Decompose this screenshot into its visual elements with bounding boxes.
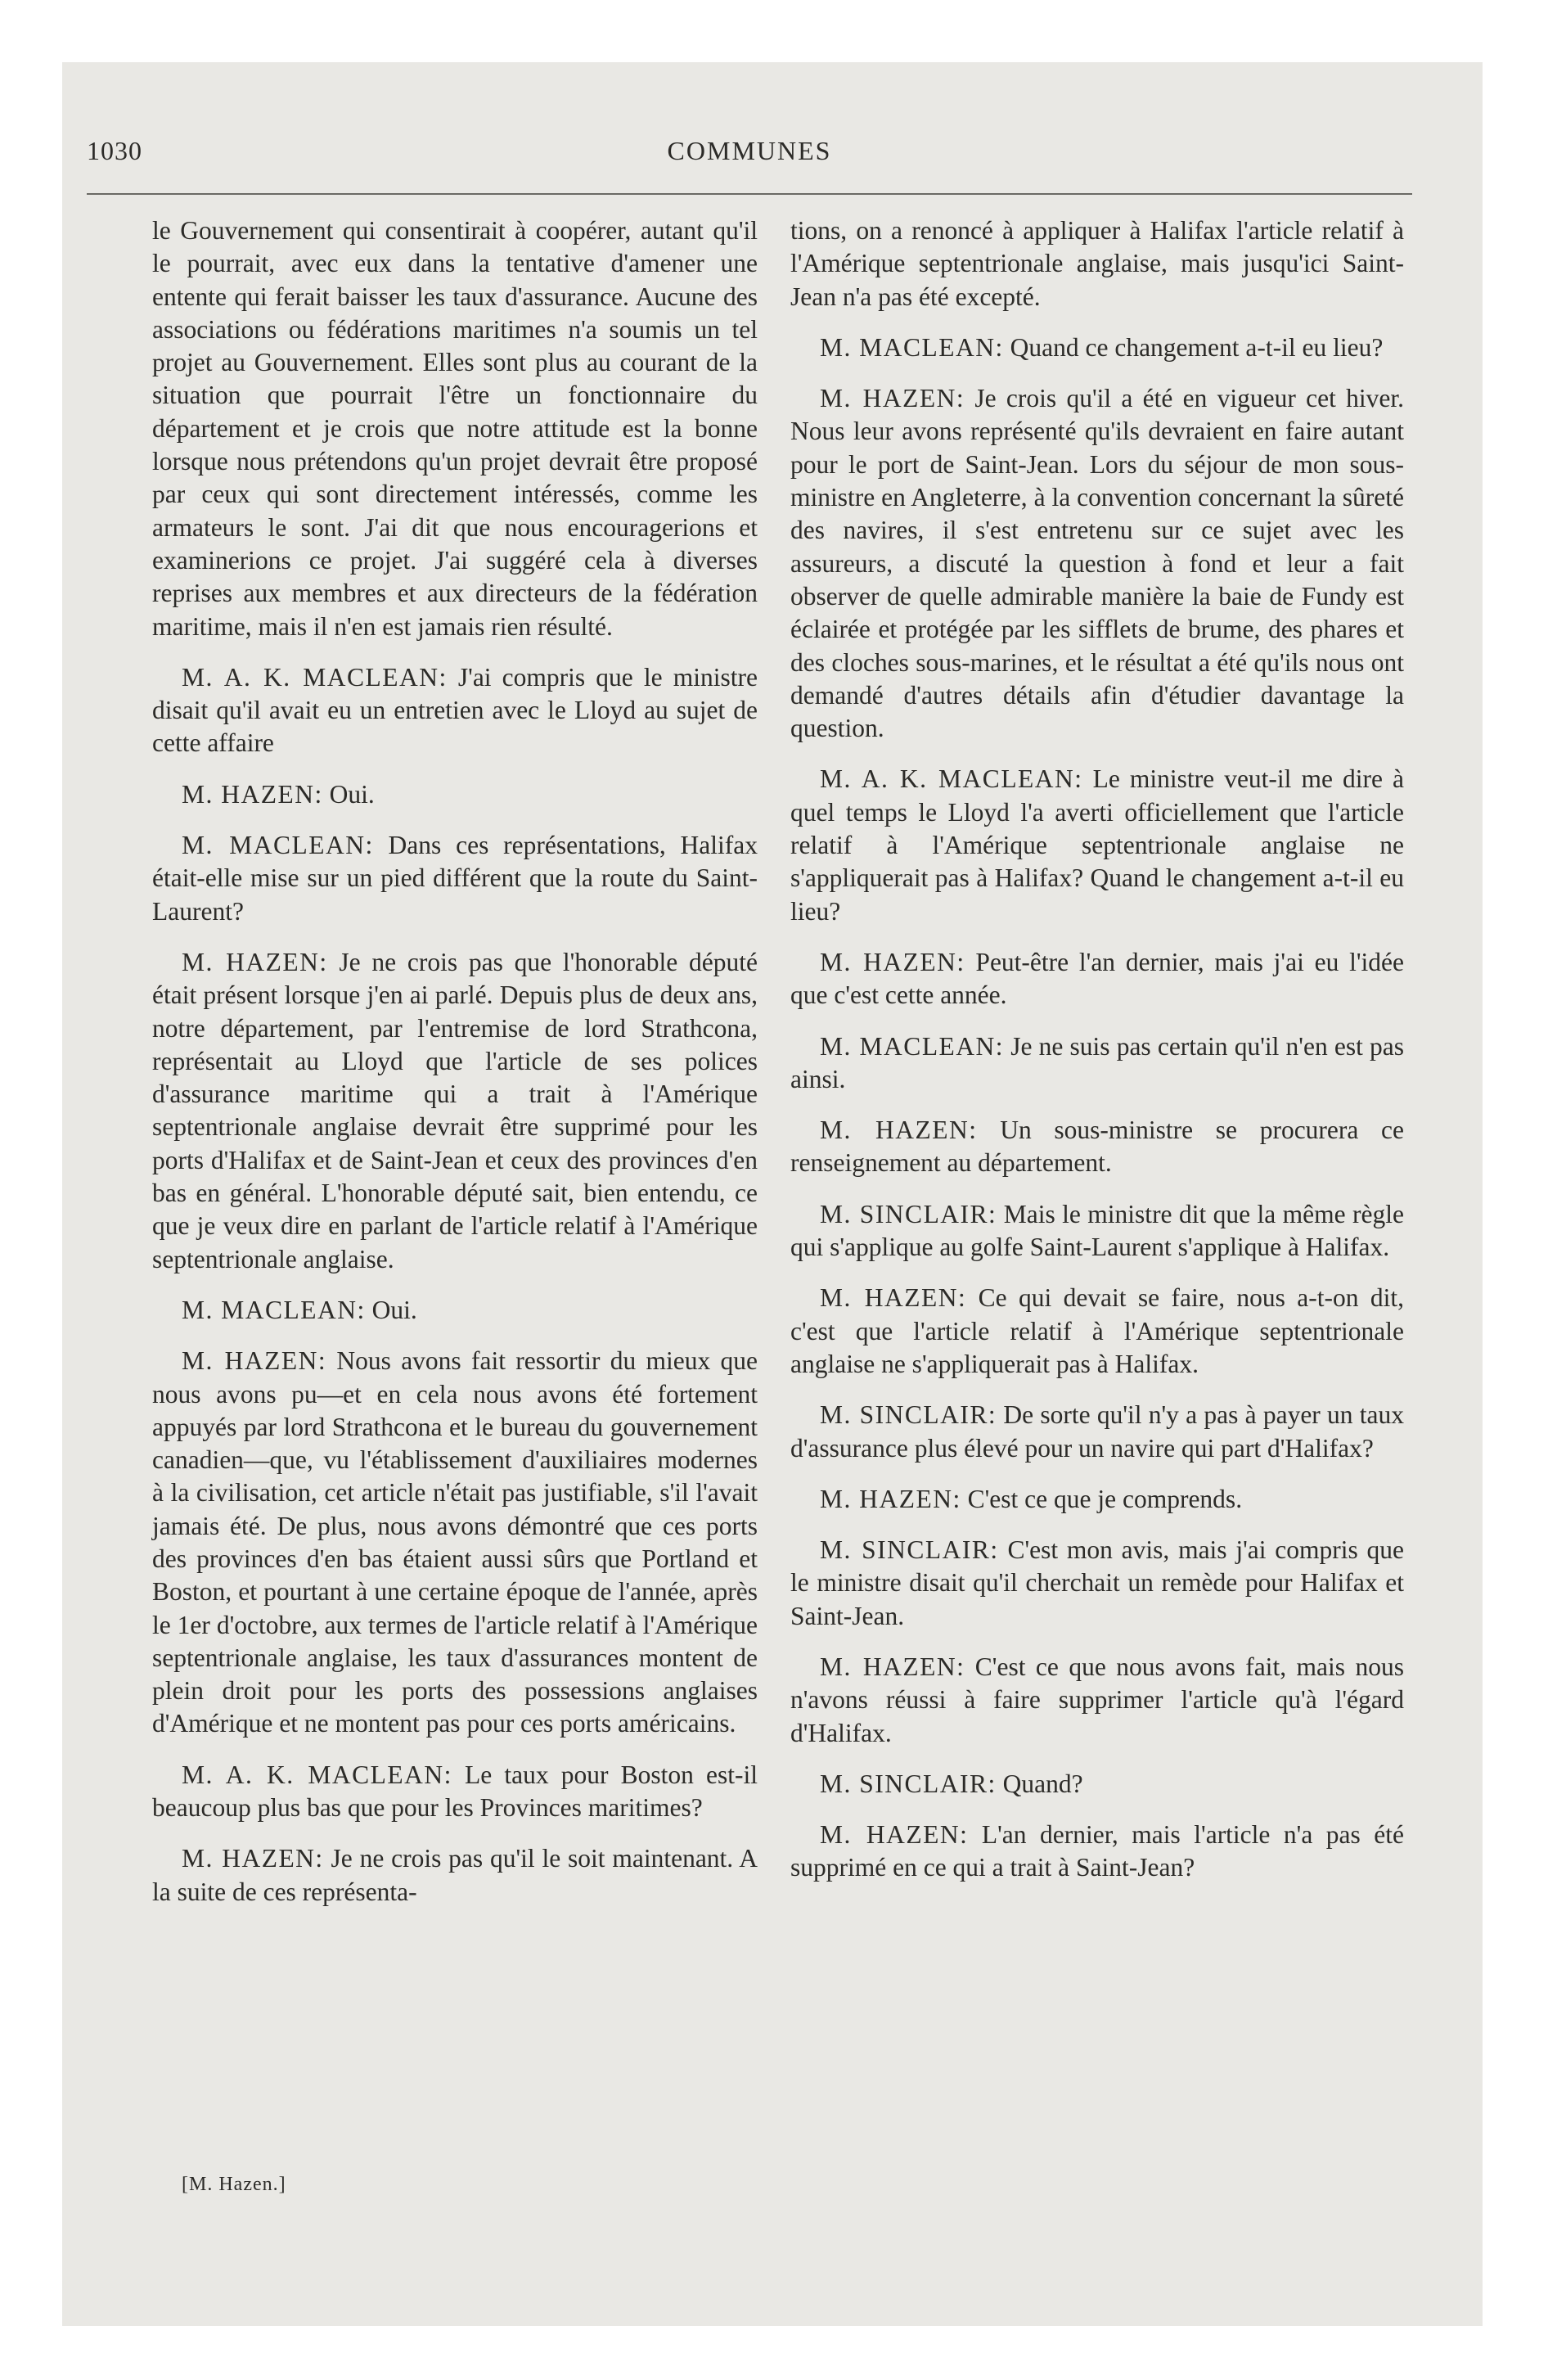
paragraph-text: Le taux pour Boston est-il beaucoup plus bas que pour les Provinces maritimes? xyxy=(152,1760,758,1823)
speech-paragraph xyxy=(790,1114,1404,1180)
paragraph-text: Je ne crois pas qu'il le soit maintenant. A la suite de ces représenta- xyxy=(152,1844,758,1906)
running-head: COMMUNES xyxy=(667,136,832,165)
paragraph-text: Le ministre veut-il me dire à quel temps le Lloyd l'a averti officiellement que l'article relatif à l'Amérique septentrionale anglaise ne s'appliquerait pas à Halifax? Quand le changement a-t-il eu lieu? xyxy=(790,764,1405,926)
speaker-name: M. HAZEN: xyxy=(820,1283,967,1313)
speaker-name: M. HAZEN: xyxy=(820,1484,961,1513)
speech-paragraph xyxy=(790,1819,1404,1885)
speaker-name: M. HAZEN: xyxy=(820,1652,965,1681)
speech-paragraph xyxy=(152,946,758,1276)
paragraph-text: J'ai compris que le ministre disait qu'il avait eu un entretien avec le Lloyd au sujet de cette affaire xyxy=(152,662,758,758)
paragraph-text: Je ne crois pas que l'honorable député était présent lorsque j'en ai parlé. Depuis plus de deux ans, notre département, par l'entremise de lord Strathcona, représentait au Lloyd que l'article de ses polices d'assurance maritime qui a trait à l'Amérique septentrionale anglaise devrait être supprimé pour les ports d'Halifax et de Saint-Jean et ceux des provinces d'en bas en général. L'honorable député sait, bien entendu, ce que je veux dire en parlant de l'article relatif à l'Amérique septentrionale anglaise. xyxy=(152,947,758,1273)
speaker-name: M. HAZEN: xyxy=(820,947,965,976)
speaker-name: M. A. K. MACLEAN: xyxy=(182,662,448,692)
speech-paragraph xyxy=(152,1842,758,1909)
speaker-name: M. HAZEN: xyxy=(820,1820,969,1850)
speech-paragraph xyxy=(790,1483,1404,1516)
footer-speaker-tag: [M. Hazen.] xyxy=(182,2174,286,2195)
speech-paragraph xyxy=(152,778,758,811)
speech-paragraph xyxy=(790,331,1404,364)
paragraph-text: Quand ce changement a-t-il eu lieu? xyxy=(1010,332,1384,362)
speaker-name: M. HAZEN: xyxy=(820,1116,978,1145)
paragraph-text: L'an dernier, mais l'article n'a pas été supprimé en ce qui a trait à Saint-Jean? xyxy=(790,1820,1404,1882)
paragraph-text: Je ne suis pas certain qu'il n'en est pas ainsi. xyxy=(790,1031,1405,1093)
paragraph-text: Nous avons fait ressortir du mieux que nous avons pu—et en cela nous avons été fortement appuyés par lord Strathcona et le bureau du gouvernement canadien—que, vu l'établissement d'auxiliaires modernes à la civilisation, cet article n'était pas justifiable, s'il l'avait jamais été. De plus, nous avons démontré que ces ports des provinces d'en bas étaient aussi sûrs que Portland et Boston, et pourtant à une certaine époque de l'année, après le 1er d'octobre, aux termes de l'article relatif à l'Amérique septentrionale anglaise, les taux d'assurances montent de plein droit pour les ports des possessions anglaises d'Amérique et ne montent pas pour ces ports américains. xyxy=(152,1346,758,1738)
speaker-name: M. SINCLAIR: xyxy=(820,1769,997,1798)
paragraph-text: Je crois qu'il a été en vigueur cet hiver. Nous leur avons représenté qu'ils devraient en faire autant pour le port de Saint-Jean. Lors du séjour de mon sous-ministre en Angleterre, à la convention concernant la sûreté des navires, il s'est entretenu sur ce sujet avec les assureurs, a discuté la question à fond et leur a fait observer de quelle admirable manière la baie de Fundy est éclairée et protégée par les sifflets de brume, des phares et des cloches sous-marines, et le résultat a été qu'ils nous ont demandé d'autres détails afin d'étudier davantage la question. xyxy=(790,384,1404,743)
speaker-name: M. HAZEN: xyxy=(182,779,323,809)
header-rule xyxy=(87,193,1412,195)
speech-paragraph xyxy=(152,829,758,928)
speaker-name: M. MACLEAN: xyxy=(820,1031,1005,1061)
speaker-name: M. HAZEN: xyxy=(182,947,328,976)
speech-paragraph xyxy=(790,1534,1404,1633)
paragraph-text: C'est mon avis, mais j'ai compris que le ministre disait qu'il cherchait un remède pour Halifax et Saint-Jean. xyxy=(790,1535,1404,1630)
paragraph-text: Oui. xyxy=(329,779,375,809)
speech-paragraph xyxy=(790,1768,1404,1801)
paragraph-text: Peut-être l'an dernier, mais j'ai eu l'idée que c'est cette année. xyxy=(790,947,1404,1010)
continuation-paragraph xyxy=(790,214,1404,313)
speaker-name: M. MACLEAN: xyxy=(820,332,1004,362)
speech-paragraph xyxy=(790,1399,1404,1465)
speech-paragraph xyxy=(152,661,758,760)
speech-paragraph xyxy=(152,1759,758,1825)
paragraph-text: Un sous-ministre se procurera ce renseignement au département. xyxy=(790,1116,1405,1178)
speaker-name: M. HAZEN: xyxy=(182,1346,327,1376)
speaker-name: M. SINCLAIR: xyxy=(820,1535,999,1565)
speech-paragraph xyxy=(790,382,1404,745)
speaker-name: M. A. K. MACLEAN: xyxy=(820,764,1083,794)
speech-paragraph xyxy=(152,1345,758,1741)
speaker-name: M. HAZEN: xyxy=(820,384,965,413)
speech-paragraph xyxy=(790,763,1404,927)
speaker-name: M. SINCLAIR: xyxy=(820,1400,997,1430)
page-number: 1030 xyxy=(87,136,142,165)
paragraph-text: Oui. xyxy=(371,1295,417,1324)
speech-paragraph xyxy=(790,1282,1404,1381)
speech-paragraph xyxy=(790,1651,1404,1750)
speaker-name: M. MACLEAN: xyxy=(182,1295,366,1324)
speech-paragraph xyxy=(152,1294,758,1327)
paragraph-text: C'est ce que nous avons fait, mais nous n'avons réussi à faire supprimer l'article qu'à l'égard d'Halifax. xyxy=(790,1652,1404,1747)
paragraph-text: le Gouvernement qui consentirait à coopérer, autant qu'il le pourrait, avec eux dans la tentative d'amener une entente qui ferait baisser les taux d'assurance. Aucune des associations ou fédérations maritimes n'a soumis un tel projet au Gouvernement. Elles sont plus au courant de la situation que pourrait l'être un fonctionnaire du département et je crois que notre attitude est la bonne lorsque nous prétendons qu'un projet devrait être proposé par ceux qui sont directement intéressés, comme les armateurs le sont. J'ai dit que nous encouragerions et examinerions ce projet. J'ai suggéré cela à diverses reprises aux membres et aux directeurs de la fédération maritime, mais il n'en est jamais rien résulté. xyxy=(152,216,758,641)
speech-paragraph xyxy=(790,1198,1404,1264)
speaker-name: M. HAZEN: xyxy=(182,1844,324,1873)
right-column xyxy=(790,214,1404,1903)
speaker-name: M. MACLEAN: xyxy=(182,831,374,860)
left-column xyxy=(152,214,758,1927)
speaker-name: M. SINCLAIR: xyxy=(820,1199,997,1228)
speaker-name: M. A. K. MACLEAN: xyxy=(182,1760,452,1789)
paragraph-text: Ce qui devait se faire, nous a-t-on dit, c'est que l'article relatif à l'Amérique septentrionale anglaise ne s'appliquerait pas à Halifax. xyxy=(790,1283,1405,1378)
speech-paragraph xyxy=(790,1030,1404,1097)
paragraph-text: Dans ces représentations, Halifax était-elle mise sur un pied différent que la route du Saint-Laurent? xyxy=(152,831,758,926)
paragraph-text: C'est ce que je comprends. xyxy=(967,1484,1243,1513)
speech-paragraph xyxy=(790,946,1404,1012)
paragraph-text: De sorte qu'il n'y a pas à payer un taux d'assurance plus élevé pour un navire qui part d'Halifax? xyxy=(790,1400,1405,1463)
page-header xyxy=(87,136,1412,175)
continuation-paragraph xyxy=(152,214,758,643)
paragraph-text: Quand? xyxy=(1002,1769,1083,1798)
paragraph-text: tions, on a renoncé à appliquer à Halifax l'article relatif à l'Amérique septentrionale anglaise, mais jusqu'ici Saint-Jean n'a pas été excepté. xyxy=(790,216,1404,311)
paragraph-text: Mais le ministre dit que la même règle qui s'applique au golfe Saint-Laurent s'applique à Halifax. xyxy=(790,1199,1404,1262)
